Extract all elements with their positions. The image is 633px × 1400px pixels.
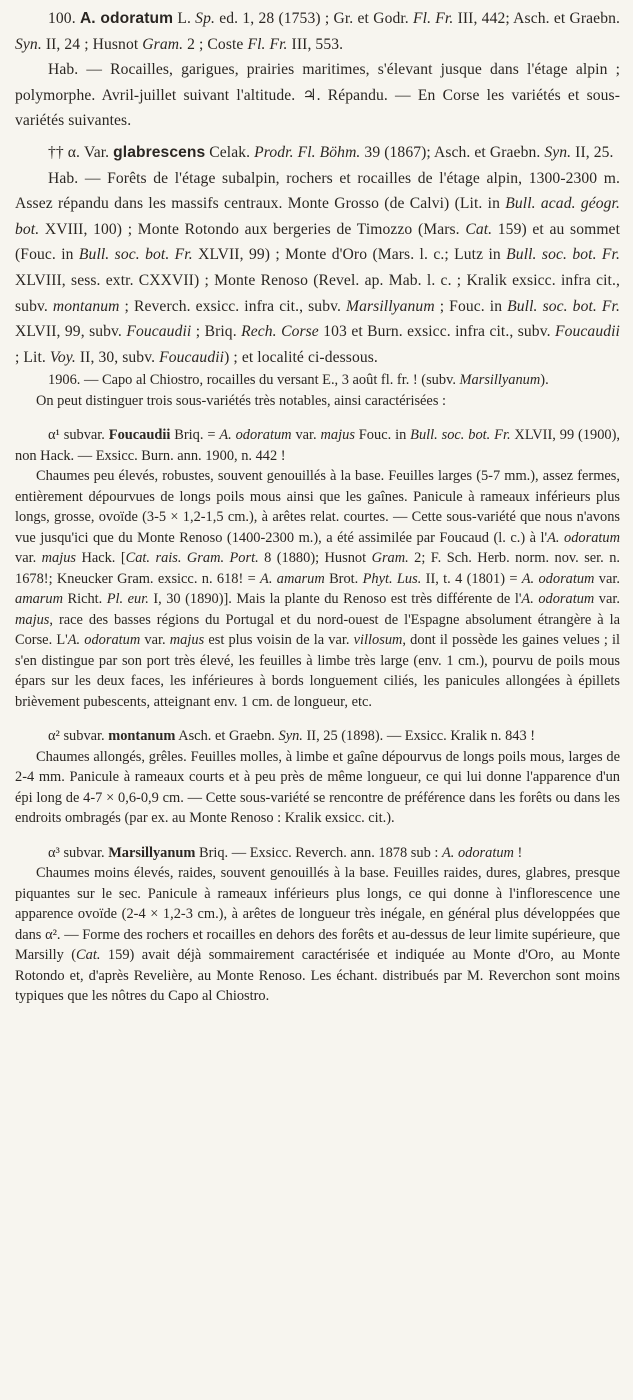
subvariety-marsillyanum-description: Chaumes moins élevés, raides, souvent genouillés à la base. Feuilles raides, dures, glabres, presque piquantes sur le sec. Panicule à rameaux inférieurs plus longs, ce qui donne à l'inflorescence une apparence ovoïde (2-4 × 1,2-3 cm.), à arêtes de longueur très inégale, en général plus développées que dans α². — Forme des rochers et rocailles en dehors des forêts et au-dessus de leur limite supérieure, que Marsilly (Cat. 159) avait déjà sommairement caractérisée et indiquée au Monte d'Oro, au Monte Rotondo et, d'après Revelière, au Monte Renoso. Les échant. distribués par M. Reverchon sont moins typiques que les nôtres du Capo al Chiostro. [15,865,620,1005]
variety-habitat: Hab. — Forêts de l'étage subalpin, rochers et rocailles de l'étage alpin, 1300-2300 m. Assez répandu dans les massifs centraux. Monte Grosso (de Calvi) (Lit. in Bull. acad. géogr. bot. XVIII, 100) ; Monte Rotondo aux bergeries de Timozzo (Mars. Cat. 159) et au sommet (Fouc. in Bull. soc. bot. Fr. XLVII, 99) ; Monte d'Oro (Mars. l. c.; Lutz in Bull. soc. bot. Fr. XLVIII, sess. extr. CXXVII) ; Monte Renoso (Revel. ap. Mab. l. c. ; Kralik exsicc. infra cit., subv. montanum ; Reverch. exsicc. infra cit., subv. Marsillyanum ; Fouc. in Bull. soc. bot. Fr. XLVII, 99, subv. Foucaudii ; Briq. Rech. Corse 103 et Burn. exsicc. infra cit., subv. Foucaudii ; Lit. Voy. II, 30, subv. Foucaudii) ; et localité ci-dessous. [15,169,620,366]
species-number: 100. [48,10,76,27]
subvariety-marsillyanum-heading: α³ subvar. Marsillyanum Briq. — Exsicc. Reverch. ann. 1878 sub : A. odoratum ! [48,844,523,861]
species-name: A. odoratum [79,10,174,27]
variety-heading: †† α. Var. glabrescens Celak. Prodr. Fl. Böhm. 39 (1867); Asch. et Graebn. Syn. II, 25. [48,143,614,161]
subvariety-foucaudii-description: Chaumes peu élevés, robustes, souvent genouillés à la base. Feuilles larges (5-7 mm.), assez fermes, entièrement dépourvues de longs poils mous ainsi que les gaînes. Panicule à rameaux inférieurs plus longs, grosse, ovoïde (3-5 × 1,2-1,5 cm.), à arêtes relat. courtes. — Cette sous-variété que nous n'avons vue jusqu'ici que du Monte Renoso (1400-2300 m.), a été assimilée par Foucaud (l. c.) à l'A. odoratum var. majus Hack. [Cat. rais. Gram. Port. 8 (1880); Husnot Gram. 2; F. Sch. Herb. norm. nov. ser. n. 1678!; Kneucker Gram. exsicc. n. 618! = A. amarum Brot. Phyt. Lus. II, t. 4 (1801) = A. odoratum var. amarum Richt. Pl. eur. I, 30 (1890)]. Mais la plante du Renoso est très différente de l'A. odoratum var. majus, race des basses régions du Portugal et du nord-ouest de l'Espagne absolument étrangère à la Corse. L'A. odoratum var. majus est plus voisin de la var. villosum, dont il possède les gaines velues ; il s'en distingue par son port très élevé, les feuilles à limbe très large (env. 1 cm.), pourvu de poils mous épars sur les deux faces, les inférieures à bords longuement ciliés, les panicules allongées à épillets brièvement pubescents, atteignant env. 1 cm. de longueur, etc. [15,468,621,710]
subvariety-foucaudii-heading: α¹ subvar. Foucaudii Briq. = A. odoratum var. majus Fouc. in Bull. soc. bot. Fr. XLVII, 99 (1900), non Hack. — Exsicc. Burn. ann. 1900, n. 442 ! [15,427,620,464]
subvariety-montanum-heading: α² subvar. montanum Asch. et Graebn. Syn. II, 25 (1898). — Exsicc. Kralik n. 843 ! [48,728,536,745]
subvariety-montanum-description: Chaumes allongés, grêles. Feuilles molles, à limbe et gaîne dépourvus de longs poils mous, larges de 2-4 mm. Panicule à rameaux courts et à peu près de même longueur, ce qui lui donne l'apparence d'un épi long de 4-7 × 0,6-0,9 cm. — Cette sous-variété se rencontre de préférence dans les forêts ou dans les endroits ombragés (par ex. au Monte Renoso : Kralik exsicc. cit.). [15,748,620,827]
variety-name: glabrescens [113,143,206,161]
subvariety-intro: On peut distinguer trois sous-variétés très notables, ainsi caractérisées : [36,392,447,409]
species-habitat: Hab. — Rocailles, garigues, prairies maritimes, s'élevant jusque dans l'étage alpin ; polymorphe. Avril-juillet suivant l'altitude. ♃. Répandu. — En Corse les variétés et sous-variétés suivantes. [15,61,620,130]
field-observation: 1906. — Capo al Chiostro, rocailles du versant E., 3 août fl. fr. ! (subv. Marsillyanum). [48,372,549,389]
species-heading: 100. A. odoratum L. Sp. ed. 1, 28 (1753) ; Gr. et Godr. Fl. Fr. III, 442; Asch. et Graebn. Syn. II, 24 ; Husnot Gram. 2 ; Coste Fl. Fr. III, 553. [15,10,620,53]
